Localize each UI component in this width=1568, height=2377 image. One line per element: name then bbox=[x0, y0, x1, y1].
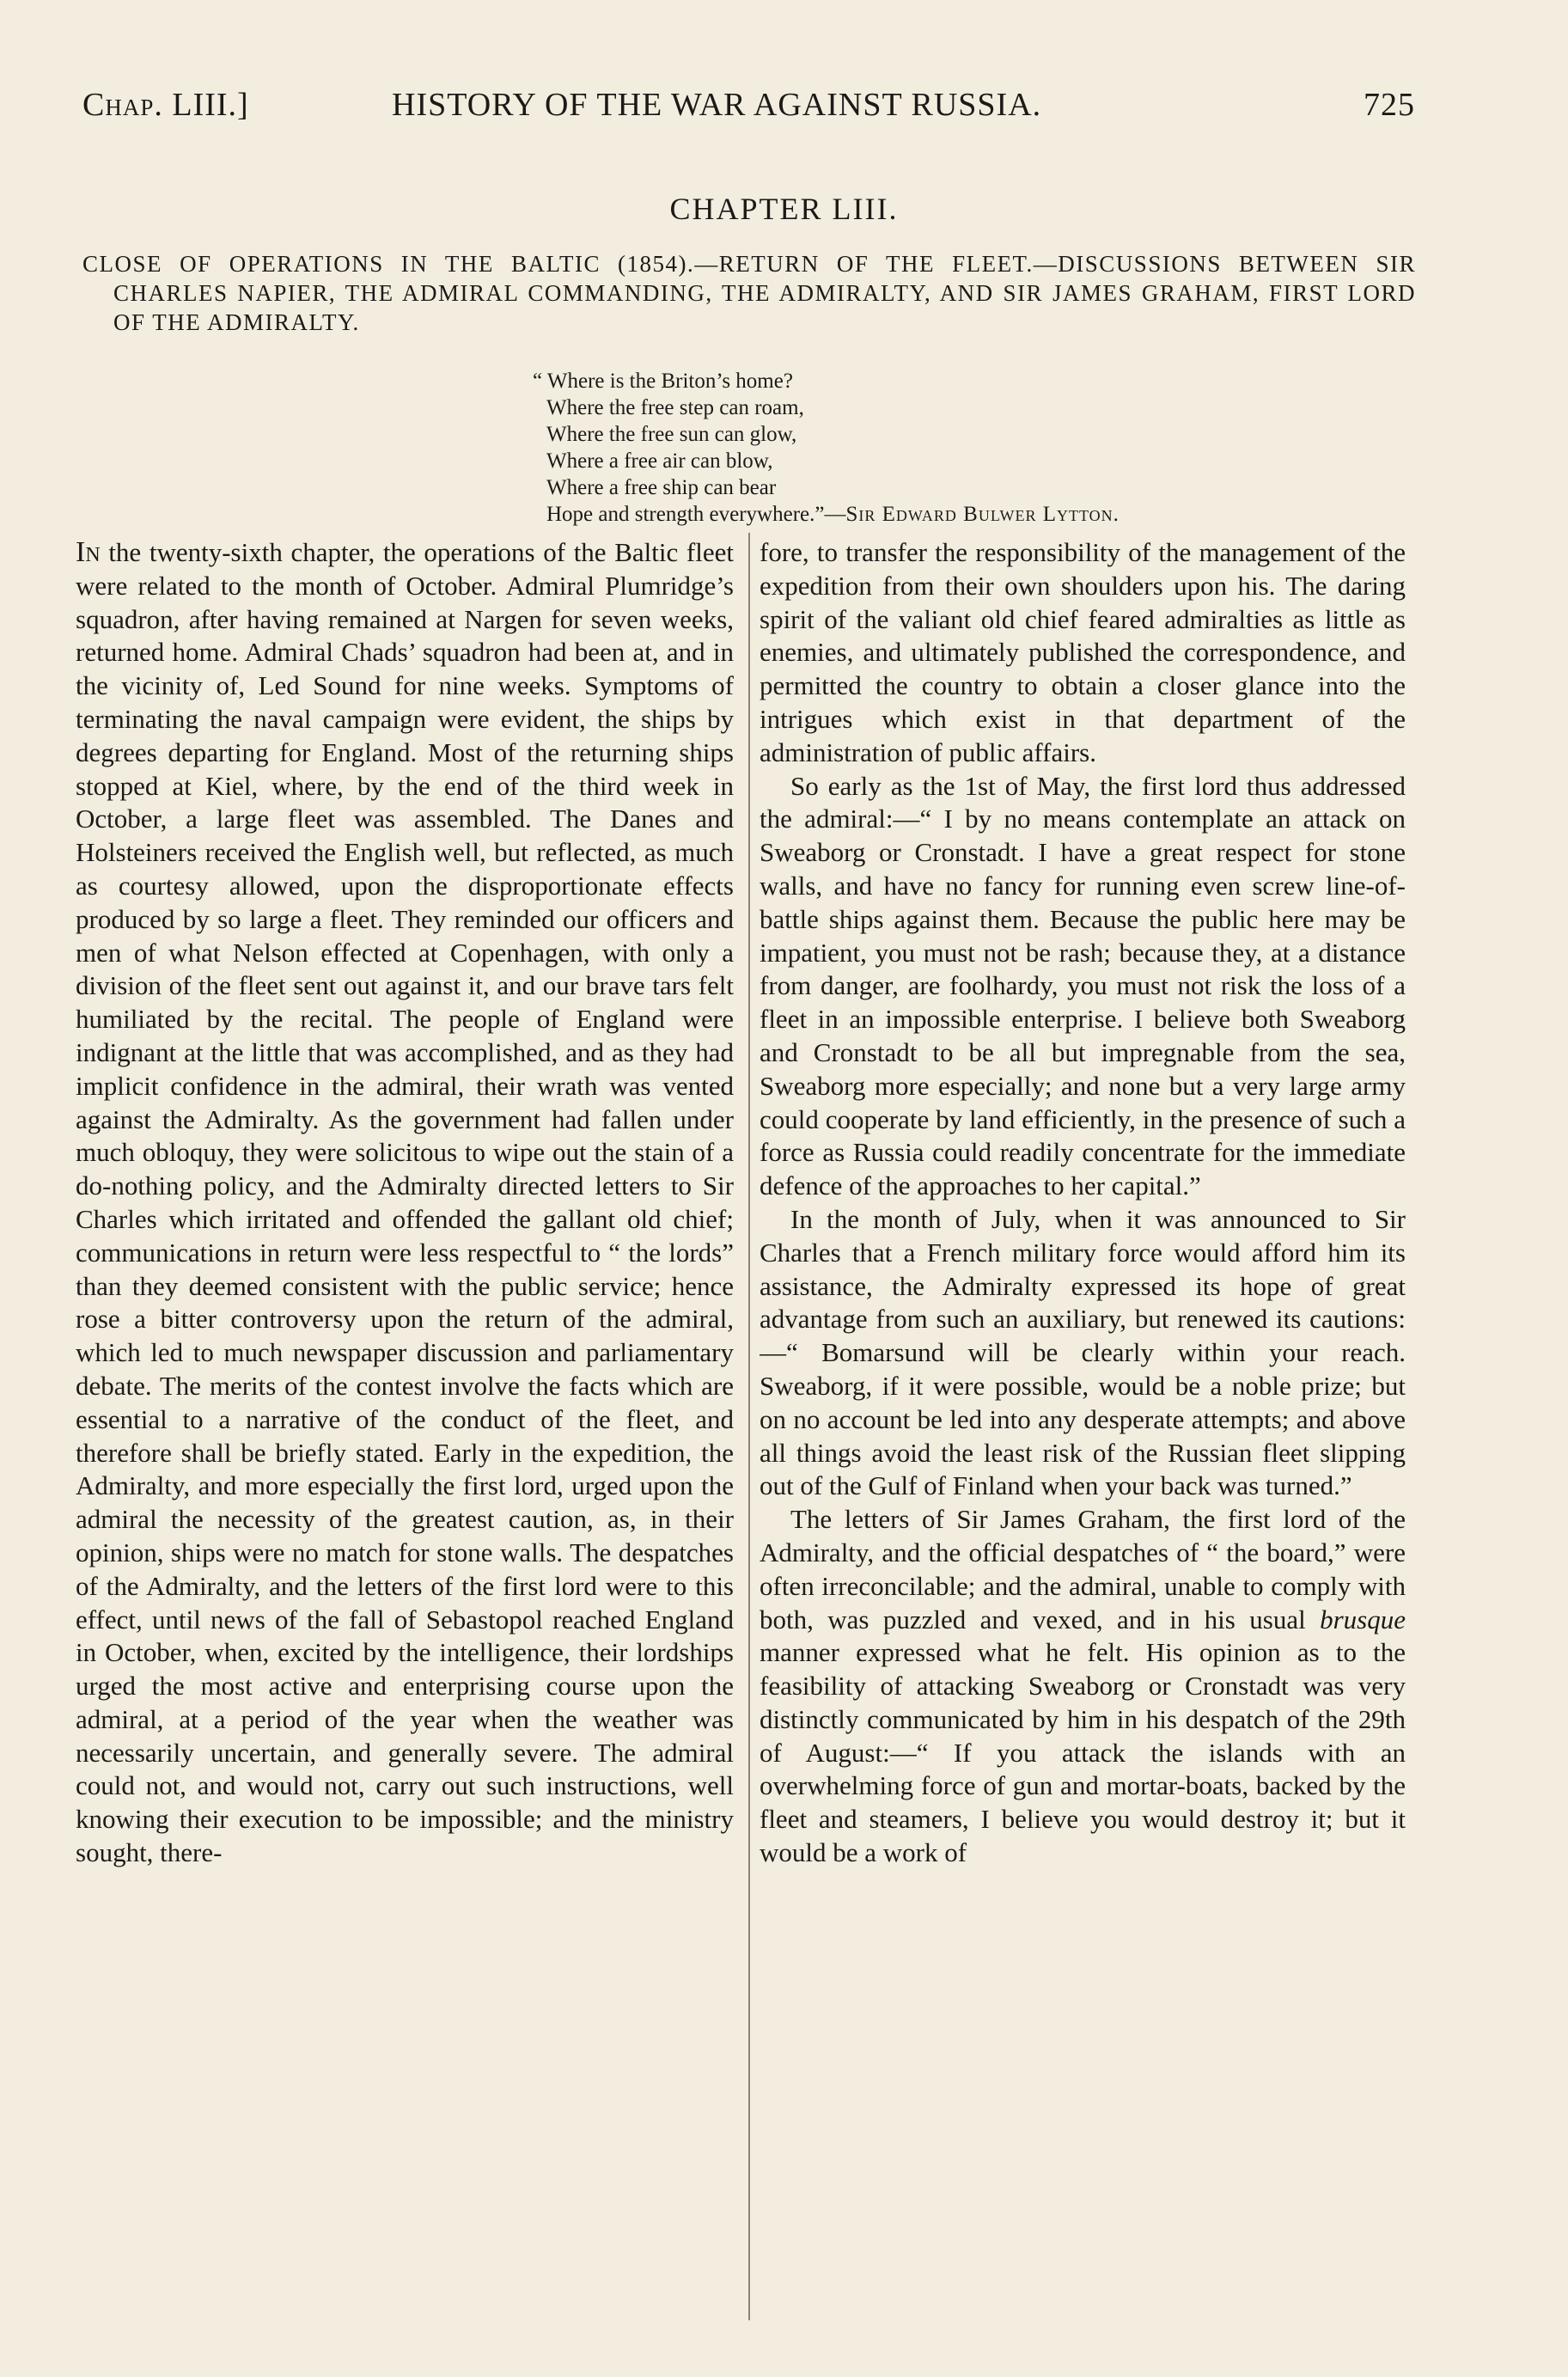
right-column bbox=[760, 536, 1406, 2324]
paragraph: fore, to transfer the responsibility of the management of the expedition from their own shoulders upon his. The daring spirit of the valiant old chief feared admiralties as little as enemies, and ultimately published the correspondence, and permitted the country to obtain a closer glance into the intrigues which exist in that department of the administration of public affairs. bbox=[760, 537, 1406, 767]
epigraph-line: Where a free air can blow, bbox=[546, 449, 773, 473]
paragraph-text: The letters of Sir James Graham, the first lord of the Admiralty, and the official despatches of “ the board,” were often irreconcilable; and the admiral, unable to comply with both, was puzzled and vexed, and in his usual bbox=[760, 1504, 1406, 1635]
chapter-title: CHAPTER LIII. bbox=[669, 192, 899, 226]
epigraph-line: “ Where is the Briton’s home? bbox=[533, 370, 793, 393]
paragraph: In the month of July, when it was announced to Sir Charles that a French military force would afford him its assistance, the Admiralty expressed its hope of great advantage from such an auxiliary, but renewed its cautions:—“ Bomarsund will be clearly within your reach. Sweaborg, if it were possible, would be a noble prize; but on no account be led into any desperate attempts; and above all things avoid the least risk of the Russian fleet slipping out of the Gulf of Finland when your back was turned.” bbox=[760, 1203, 1406, 1501]
page-number: 725 bbox=[1364, 87, 1415, 123]
epigraph-last-line bbox=[546, 501, 1406, 528]
epigraph bbox=[533, 368, 1406, 528]
paragraph-text: the twenty-sixth chapter, the operations of the Baltic fleet were related to the month of October. Admiral Plumridge’s squadron, after having remained at Nargen for seven weeks, returned home. Admiral Chads’ squadron had been at, and in the vicinity of, Led Sound for nine weeks. Symptoms of terminating the naval campaign were evident, the ships by degrees departing for England. Most of the returning ships stopped at Kiel, where, by the end of the third week in October, a large fleet was assembled. The Danes and Holsteiners received the English well, but reflected, as much as courtesy allowed, upon the disproportionate effects produced by so large a fleet. They reminded our officers and men of what Nelson effected at Copenhagen, with only a division of the fleet sent out against it, and our brave tars felt humiliated by the recital. The people of England were indignant at the little that was accomplished, and as they had implicit confidence in the admiral, their wrath was vented against the Admiralty. As the government had fallen under much obloquy, they were solicitous to wipe out the stain of a do-nothing policy, and the Admiralty directed letters to Sir Charles which irritated and offended the gallant old chief; communications in return were less respectful to “ the lords” than they deemed consistent with the public service; hence rose a bitter controversy upon the return of the admiral, which led to much newspaper discussion and parliamentary debate. The merits of the contest involve the facts which are essential to a narrative of the conduct of the fleet, and therefore shall be briefly stated. Early in the expedition, the Admiralty, and more especially the first lord, urged upon the admiral the necessity of the greatest caution, as, in their opinion, ships were no match for stone walls. The despatches of the Admiralty, and the letters of the first lord were to this effect, until news of the fall of Sebastopol reached England in October, when, excited by the intelligence, their lordships urged the most active and enterprising course upon the admiral, at a period of the year when the weather was necessarily uncertain, and generally severe. The admiral could not, and would not, carry out such instructions, well knowing their execution to be impossible; and the ministry sought, there- bbox=[76, 537, 734, 1868]
paragraph-text: manner expressed what he felt. His opinion as to the feasibility of attacking Sweaborg or Cronstadt was very distinctly communicated by him in his despatch of the 29th of August:—“ If you attack the islands with an overwhelming force of gun and mortar-boats, backed by the fleet and steamers, I believe you would destroy it; but it would be a work of bbox=[760, 1637, 1406, 1868]
running-head bbox=[82, 86, 1415, 137]
epigraph-line: Where the free sun can glow, bbox=[546, 423, 797, 446]
epigraph-line: Where a free ship can bear bbox=[546, 476, 777, 499]
paragraph bbox=[76, 536, 734, 1870]
running-head-chapter: Chap. LIII.] bbox=[82, 87, 249, 123]
column-divider bbox=[748, 533, 750, 2320]
opening-word: In bbox=[76, 536, 101, 568]
left-column bbox=[76, 536, 734, 2324]
paragraph bbox=[760, 1503, 1406, 1870]
epigraph-line: Where the free step can roam, bbox=[546, 396, 804, 419]
epigraph-author: Sir Edward Bulwer Lytton. bbox=[845, 503, 1120, 526]
epigraph-line-text: Hope and strength everywhere.”— bbox=[546, 503, 846, 526]
italic-word: brusque bbox=[1320, 1604, 1406, 1635]
paragraph: So early as the 1st of May, the first lord thus addressed the admiral:—“ I by no means contemplate an attack on Sweaborg or Cronstadt. I have a great respect for stone walls, and have no fancy for running even screw line-of-battle ships against them. Because the public here may be impatient, you must not be rash; because they, at a distance from danger, are foolhardy, you must not risk the loss of a fleet in an impossible enterprise. I believe both Sweaborg and Cronstadt to be all but impregnable from the sea, Sweaborg more especially; and none but a very large army could cooperate by land efficiently, in the presence of such a force as Russia could readily concentrate for the immediate defence of the approaches to her capital.” bbox=[760, 770, 1406, 1201]
running-head-title: HISTORY OF THE WAR AGAINST RUSSIA. bbox=[392, 87, 1042, 123]
chapter-summary: CLOSE OF OPERATIONS IN THE BALTIC (1854).—RETURN OF THE FLEET.—DISCUSSIONS BETWEEN SIR CHARLES NAPIER, THE ADMIRAL COMMANDING, THE ADMIRALTY, AND SIR JAMES GRAHAM, FIRST LORD OF THE ADMIRALTY. bbox=[82, 251, 1416, 335]
